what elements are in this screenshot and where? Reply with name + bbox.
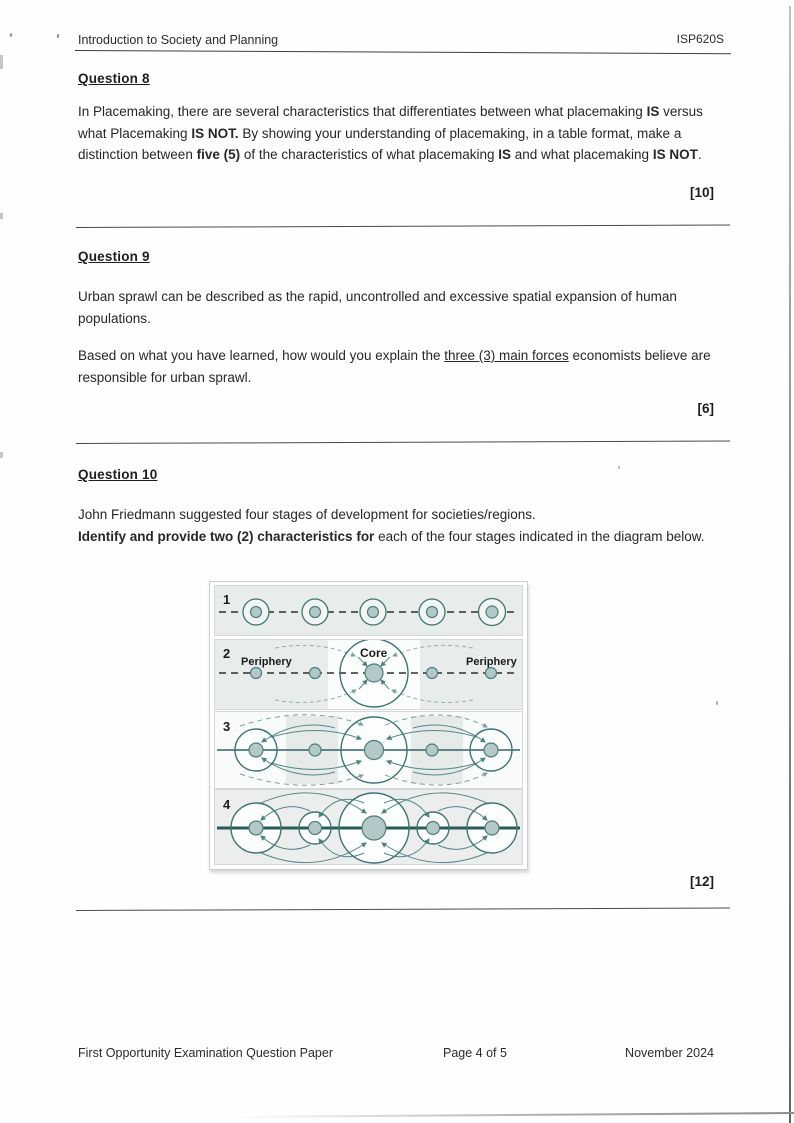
q8-text: In Placemaking, there are several characteristics that differentiates between what placemaking [78, 104, 647, 119]
scan-speck [716, 701, 718, 705]
question-9-marks: [6] [697, 401, 714, 416]
section-divider-2 [76, 440, 730, 444]
header-course-code: ISP620S [676, 32, 724, 46]
stage-2-number: 2 [223, 646, 231, 661]
question-10-title: Question 10 [78, 467, 158, 482]
scan-edge-mark [0, 452, 3, 458]
question-9-title: Question 9 [78, 249, 150, 264]
question-8-body: In Placemaking, there are several characteristics that differentiates between what placemaking IS versus what Placemaking IS NOT. By showing your understanding of placemaking, in a table format, make a distinction between five (5) of the characteristics of what placemaking IS and what placemaking IS NOT. [78, 104, 703, 162]
question-10-marks: [12] [689, 874, 714, 889]
question-9-task: Based on what you have learned, how would you explain the three (3) main forces economists believe are responsible for urban sprawl. [78, 348, 711, 385]
diagram-stage-2-panel [214, 639, 523, 710]
periphery-left-label: Periphery [241, 656, 292, 668]
periphery-right-label: Periphery [466, 656, 517, 668]
diagram-stage-1-panel [214, 585, 523, 636]
q8-bold: IS [646, 104, 660, 119]
stage-3-number: 3 [223, 719, 231, 734]
scan-speck [9, 33, 12, 37]
q10-bold-task: Identify and provide two (2) characteristics for [78, 528, 375, 544]
stage-1-diagram [215, 586, 522, 635]
question-8-title: Question 8 [78, 71, 150, 86]
section-divider-1 [76, 224, 730, 228]
diagram-stage-3-panel [214, 711, 523, 789]
scan-speck [618, 466, 620, 469]
stage-1-number: 1 [223, 592, 231, 607]
footer-date: November 2024 [625, 1046, 714, 1060]
scan-edge-mark [0, 213, 3, 219]
scan-edge-bottom [235, 1112, 794, 1118]
question-9-intro: Urban sprawl can be described as the rapid, uncontrolled and excessive spatial expansion of human populations. [78, 289, 677, 326]
header-rule [75, 50, 731, 54]
scan-edge-right [789, 6, 791, 1123]
section-divider-3 [76, 907, 730, 911]
question-8-marks: [10] [689, 185, 714, 200]
question-10-body: John Friedmann suggested four stages of development for societies/regions. Identify and provide two (2) characteristics for each of the four stages indicated in the diagram below. [78, 507, 705, 544]
header-course-title: Introduction to Society and Planning [78, 33, 279, 47]
stage-4-diagram [215, 790, 522, 864]
scan-edge-mark [0, 55, 3, 69]
stage-2-diagram [215, 640, 522, 709]
core-label: Core [360, 646, 388, 660]
scan-speck [57, 34, 60, 38]
footer-paper-title: First Opportunity Examination Question Paper [78, 1046, 333, 1060]
friedmann-stages-diagram [209, 581, 528, 870]
stage-4-number: 4 [223, 797, 231, 812]
diagram-stage-4-panel [214, 789, 523, 865]
q9-underlined-phrase: three (3) main forces [444, 348, 569, 363]
stage-3-diagram [215, 712, 522, 788]
footer-page-number: Page 4 of 5 [443, 1046, 507, 1060]
